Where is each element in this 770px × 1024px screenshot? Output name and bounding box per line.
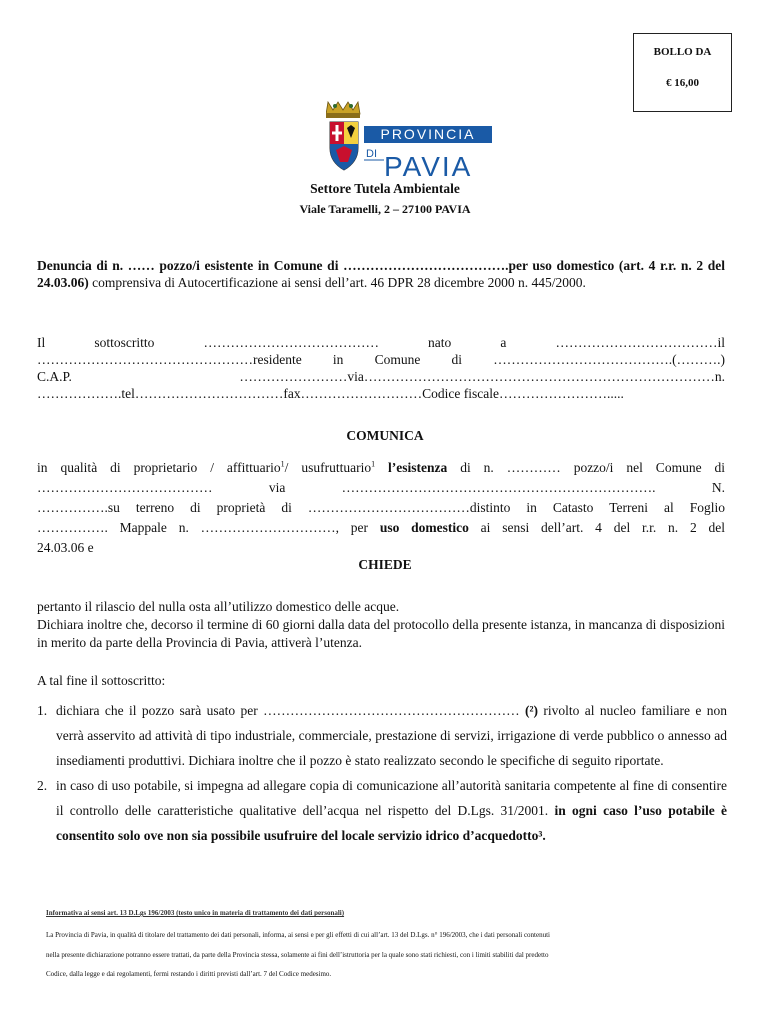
coat-of-arms-icon: [330, 122, 358, 170]
footnote-ref: (²): [524, 703, 539, 718]
comunica-text: in qualità di proprietario / affittuario: [37, 460, 281, 475]
office-name: Settore Tutela Ambientale: [310, 181, 460, 196]
comunica-line-5: 24.03.06 e: [37, 540, 94, 555]
list-item-text: [56, 698, 727, 773]
list-item: [37, 773, 727, 848]
item-text: in caso di uso potabile, si impegna ad allegare copia di comunicazione all’autorità sanitaria competente al fine di consentire il controllo delle caratteristiche qualitative dell’acqua nel rispetto del D.Lgs. 31/2001.: [56, 778, 727, 818]
stamp-label: BOLLO DA: [653, 46, 712, 58]
comunica-bold: l’esistenza: [375, 460, 448, 475]
chiede-paragraph-1: pertanto il rilascio del nulla osta all’utilizzo domestico delle acque.: [37, 599, 400, 614]
revenue-stamp-box: [633, 33, 732, 112]
comunica-line-4: [37, 519, 725, 536]
privacy-line-1: La Provincia di Pavia, in qualità di titolare del trattamento dei dati personali, informa, ai sensi e per gli effetti di cui all’art. 13 del D.Lgs. n° 196/2003, che i dati personali contenuti: [46, 931, 551, 939]
footnote-ref: 1: [280, 459, 285, 469]
chiede-heading: CHIEDE: [358, 557, 412, 572]
comunica-line-2: ………………………………… via ……………………………………………………………. N.: [37, 480, 725, 495]
item-bold: in ogni caso l’uso potabile è consentito solo ove non sia possibile usufruire del locale servizio idrico d’acquedotto³.: [56, 803, 727, 843]
privacy-line-2: nella presente dichiarazione potranno essere trattati, da parte della Provincia stessa, solamente ai fini dell’istruttoria per la quale sono stati richiesti, con i limiti stabiliti dal predetto: [46, 951, 549, 959]
item-text: rivolto al nucleo familiare e non verrà asservito ad attività di tipo industriale, commerciale, prestazione di servizi, irrigazione di verde pubblico o annesso ad insediamenti produttivi. Dichiara inoltre che il pozzo è stato realizzato secondo le specifiche di seguito riportate.: [56, 703, 727, 768]
stamp-amount: € 16,00: [666, 77, 699, 89]
logo-word-di: DI: [366, 148, 377, 160]
form-title-rest: comprensiva di Autocertificazione ai sensi dell’art. 46 DPR 28 dicembre 2000 n. 445/2000.: [88, 275, 586, 290]
declarant-line-4: ……………….tel……………………………fax………………………Codice fiscale…………………….....: [37, 386, 624, 401]
declaration-list: [37, 698, 727, 848]
form-title: [37, 257, 725, 291]
comunica-text: / usufruttuario: [284, 460, 372, 475]
form-title-bold: Denuncia di n. …… pozzo/i esistente in Comune di ……………………………….per uso domestico (art. 4 r.r. n. 2 del 24.03.06): [37, 258, 725, 290]
privacy-line-3: Codice, dalla legge e dai regolamenti, fermi restando i diritti previsti dall’art. 7 del Codice medesimo.: [46, 970, 332, 978]
comunica-heading: COMUNICA: [346, 428, 424, 443]
declarant-line-1: Il sottoscritto ………………………………… nato a ………………………………il: [37, 335, 725, 350]
list-item-text: [56, 773, 727, 848]
logo-word-pavia: PAVIA: [384, 151, 473, 178]
comunica-text: ……………. Mappale n. …………………………, per: [37, 520, 380, 535]
comunica-text: di n. ………… pozzo/i nel Comune di: [447, 460, 726, 475]
list-number: 2.: [37, 778, 48, 793]
comunica-bold: uso domestico: [379, 520, 469, 535]
comunica-line-1: [37, 459, 725, 476]
privacy-title: Informativa ai sensi art. 13 D.Lgs 196/2003 (testo unico in materia di trattamento dei dati personali): [46, 909, 345, 917]
logo-word-provincia: PROVINCIA: [380, 126, 476, 142]
list-number: 1.: [37, 703, 48, 718]
crown-icon: [326, 102, 360, 118]
office-address: Viale Taramelli, 2 – 27100 PAVIA: [299, 202, 471, 216]
item-text: dichiara che il pozzo sarà usato per …………………………………………………: [56, 703, 525, 718]
chiede-paragraph-2: Dichiara inoltre che, decorso il termine di 60 giorni dalla data del protocollo della presente istanza, in mancanza di disposizioni in merito da parte della Provincia di Pavia, attiverà l’utenza.: [37, 617, 725, 650]
declarant-line-3: C.A.P. ……………………via……………………………………………………………………n.: [37, 369, 725, 384]
footnote-ref: 1: [371, 459, 376, 469]
list-item: [37, 698, 727, 773]
comunica-text: ai sensi dell’art. 4 del r.r. n. 2 del: [468, 520, 725, 535]
intro-text: A tal fine il sottoscritto:: [37, 673, 166, 688]
provincia-di-pavia-logo: [326, 100, 496, 178]
declarant-line-2: …………………………………………residente in Comune di ………………………………….(……….): [37, 352, 725, 367]
comunica-line-3: …………….su terreno di proprietà di ………………………………distinto in Catasto Terreni al Foglio: [37, 500, 725, 515]
